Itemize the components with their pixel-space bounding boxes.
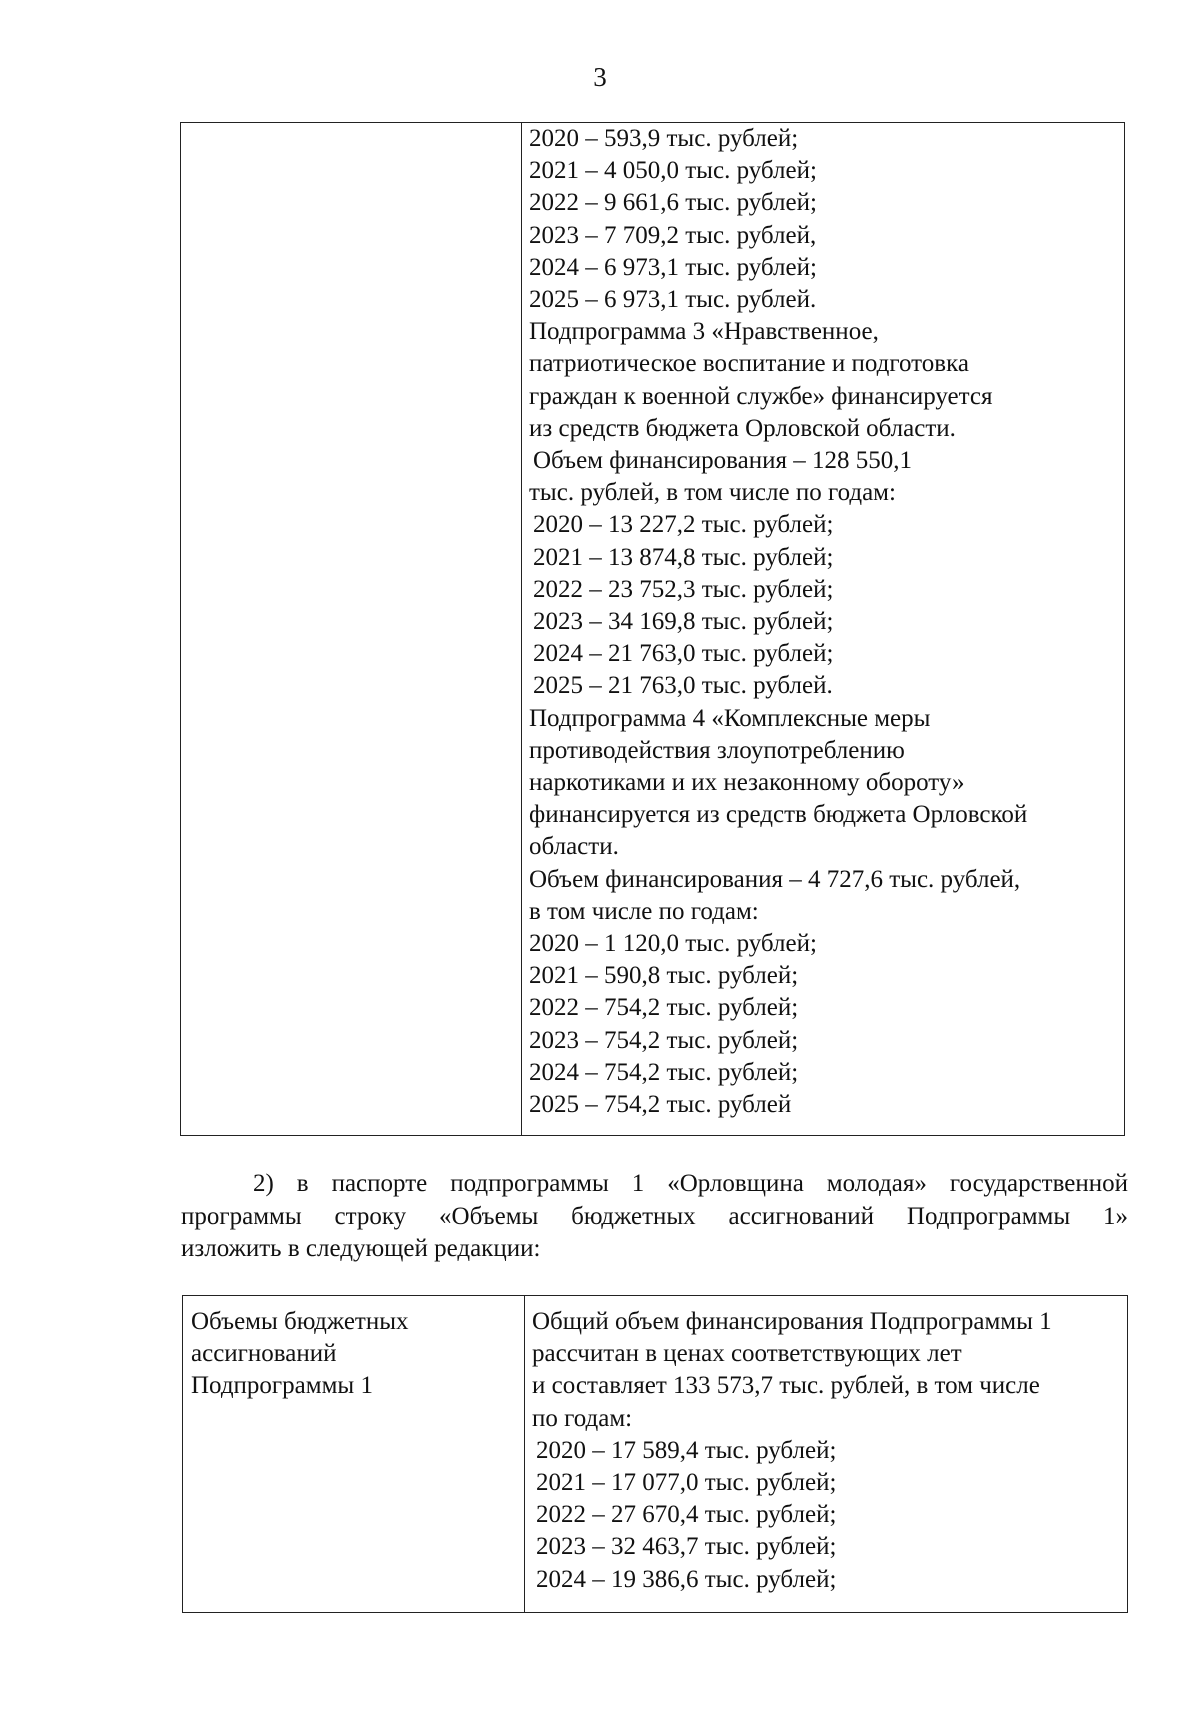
table-line: в том числе по годам:	[529, 897, 759, 925]
table-line: 2025 – 6 973,1 тыс. рублей.	[529, 286, 817, 314]
table-line: 2021 – 590,8 тыс. рублей;	[529, 962, 799, 990]
table-line: граждан к военной службе» финансируется	[529, 382, 993, 410]
table-line: Объем финансирования – 128 550,1	[533, 447, 912, 475]
allocation-details-cell	[532, 1306, 1122, 1596]
paragraph-line: изложить в следующей редакции:	[181, 1235, 541, 1262]
row-heading-line: Подпрограммы 1	[191, 1372, 373, 1400]
financing-details-cell	[529, 123, 1119, 1121]
table-line: 2023 – 32 463,7 тыс. рублей;	[536, 1533, 837, 1561]
table-line: Объем финансирования – 4 727,6 тыс. рублей,	[529, 865, 1021, 893]
table-line: финансируется из средств бюджета Орловской	[529, 801, 1028, 829]
page-number: 3	[593, 62, 607, 92]
table-line: области.	[529, 833, 619, 861]
table-line: 2024 – 19 386,6 тыс. рублей;	[536, 1565, 837, 1593]
budget-allocation-table	[182, 1295, 1128, 1613]
table-line: 2022 – 9 661,6 тыс. рублей;	[529, 189, 817, 217]
table-line: 2020 – 13 227,2 тыс. рублей;	[533, 511, 834, 539]
table-line: Подпрограмма 3 «Нравственное,	[529, 318, 879, 346]
financing-table-continued	[180, 122, 1125, 1136]
table-line: 2023 – 7 709,2 тыс. рублей,	[529, 221, 817, 249]
table-line: и составляет 133 573,7 тыс. рублей, в том числе	[532, 1372, 1040, 1400]
table-line: 2024 – 6 973,1 тыс. рублей;	[529, 253, 817, 281]
table-line: Общий объем финансирования Подпрограммы 1	[532, 1308, 1052, 1335]
table-line: 2020 – 17 589,4 тыс. рублей;	[536, 1436, 837, 1464]
table-line: 2021 – 13 874,8 тыс. рублей;	[533, 543, 834, 571]
table-line: 2025 – 754,2 тыс. рублей	[529, 1091, 792, 1119]
table-line: 2021 – 17 077,0 тыс. рублей;	[536, 1469, 837, 1497]
column-divider	[524, 1296, 525, 1612]
table-line: по годам:	[532, 1404, 633, 1432]
row-heading-cell	[191, 1306, 516, 1403]
paragraph-line: 2) в паспорте подпрограммы 1 «Орловщина молодая» государственной	[253, 1170, 1128, 1197]
table-line: 2023 – 34 169,8 тыс. рублей;	[533, 608, 834, 636]
table-line: патриотическое воспитание и подготовка	[529, 350, 969, 378]
table-line: 2025 – 21 763,0 тыс. рублей.	[533, 672, 833, 700]
table-line: 2020 – 1 120,0 тыс. рублей;	[529, 930, 817, 958]
table-line: наркотиками и их незаконному обороту»	[529, 769, 965, 797]
table-line: Подпрограмма 4 «Комплексные меры	[529, 704, 931, 732]
table-line: 2021 – 4 050,0 тыс. рублей;	[529, 157, 817, 185]
column-divider	[521, 123, 522, 1135]
table-line: 2024 – 754,2 тыс. рублей;	[529, 1058, 799, 1086]
table-line: тыс. рублей, в том числе по годам:	[529, 479, 896, 507]
table-line: рассчитан в ценах соответствующих лет	[532, 1340, 962, 1368]
table-line: 2022 – 27 670,4 тыс. рублей;	[536, 1501, 837, 1529]
table-line: 2022 – 754,2 тыс. рублей;	[529, 994, 799, 1022]
table-line: 2024 – 21 763,0 тыс. рублей;	[533, 640, 834, 668]
table-line: 2022 – 23 752,3 тыс. рублей;	[533, 575, 834, 603]
table-line: 2020 – 593,9 тыс. рублей;	[529, 125, 799, 152]
table-line: противодействия злоупотреблению	[529, 736, 905, 764]
amendment-paragraph	[181, 1168, 1128, 1266]
paragraph-line: программы строку «Объемы бюджетных ассигнований Подпрограммы 1»	[181, 1202, 1128, 1230]
row-heading-line: Объемы бюджетных	[191, 1308, 409, 1335]
table-line: 2023 – 754,2 тыс. рублей;	[529, 1026, 799, 1054]
table-line: из средств бюджета Орловской области.	[529, 414, 956, 442]
row-heading-line: ассигнований	[191, 1340, 337, 1368]
